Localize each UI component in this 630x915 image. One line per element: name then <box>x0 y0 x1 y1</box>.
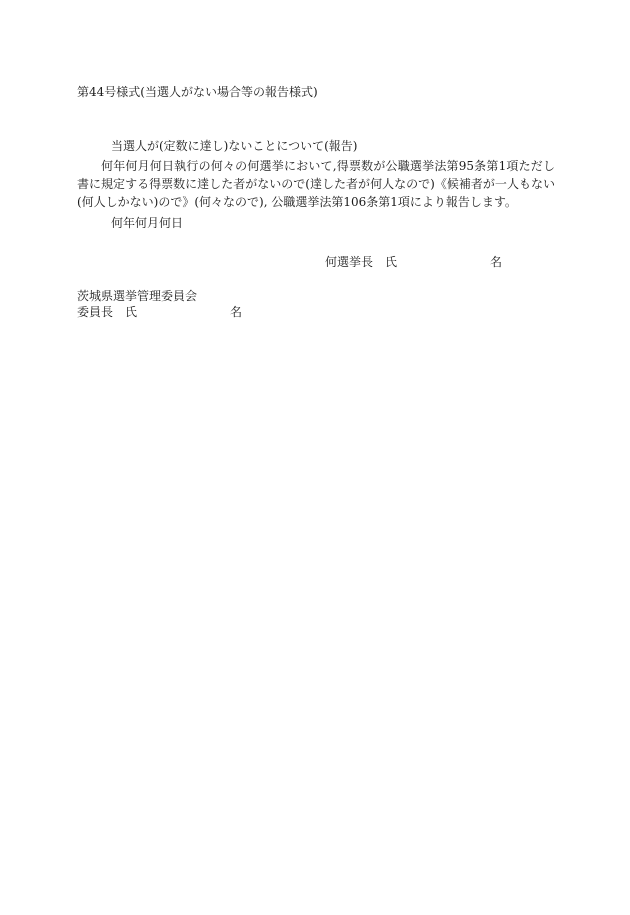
election-chair-surname-label: 氏 <box>385 255 398 269</box>
committee-chair-surname-label: 氏 <box>125 305 138 319</box>
body-paragraph: 何年何月何日執行の何々の何選挙において,得票数が公職選挙法第95条第1項ただし書に規定する得票数に達した者がないので(達した者が何人なので)《候補者が一人もない(何人しかない)ので》(何々なので), 公職選挙法第106条第1項により報告します。 <box>77 159 555 209</box>
committee-chair-title: 委員長 <box>77 305 114 319</box>
committee-chair-given-label: 名 <box>230 305 243 319</box>
committee-name: 茨城県選挙管理委員会 <box>77 289 198 303</box>
election-chair-given-label: 名 <box>490 255 503 269</box>
date-line: 何年何月何日 <box>111 216 184 230</box>
form-number-heading: 第44号様式(当選人がない場合等の報告様式) <box>77 85 318 99</box>
committee-chair-signature <box>77 304 277 320</box>
document-title: 当選人が(定数に達し)ないことについて(報告) <box>111 139 358 153</box>
election-chair-title: 何選挙長 <box>325 255 374 269</box>
